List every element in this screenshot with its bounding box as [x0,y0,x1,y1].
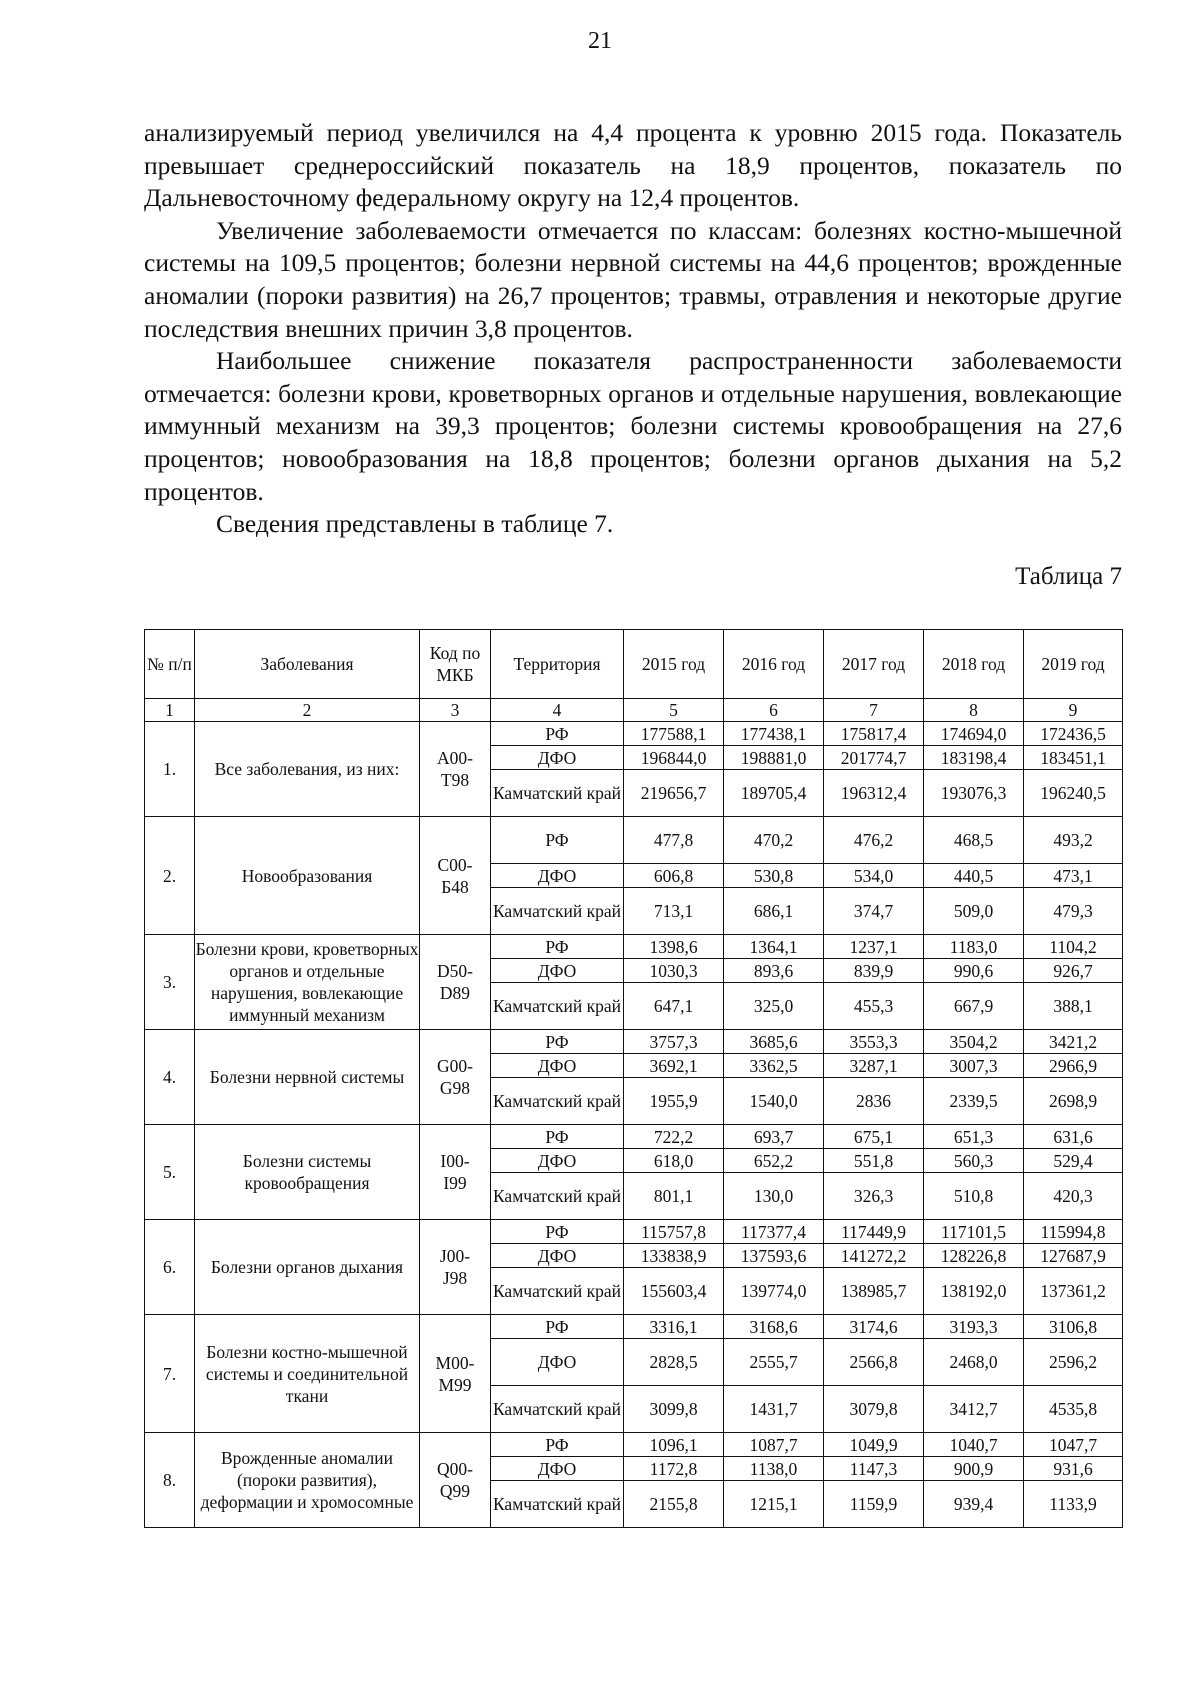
paragraph: Наибольшее снижение показателя распространенности заболеваемости отмечается: болезни крови, кроветворных органов и отдельные нарушения, вовлекающие иммунный механизм на 39,3 процентов; болезни системы кровообращения на 27,6 процентов; новообразования на 18,8 процентов; болезни органов дыхания на 5,2 процентов. [144,346,1122,506]
value-cell: 455,3 [824,983,924,1030]
value-cell: 325,0 [724,983,824,1030]
value-cell: 473,1 [1024,864,1123,888]
value-cell: 3099,8 [624,1386,724,1433]
value-cell: 534,0 [824,864,924,888]
table-caption: Таблица 7 [1015,563,1122,590]
value-cell: 652,2 [724,1149,824,1173]
value-cell: 3193,3 [924,1315,1024,1339]
territory: РФ [491,1030,624,1054]
value-cell: 3007,3 [924,1054,1024,1078]
value-cell: 1147,3 [824,1457,924,1481]
value-cell: 3362,5 [724,1054,824,1078]
paragraph: Сведения представлены в таблице 7. [216,509,614,539]
header-code: Код по МКБ [420,630,491,699]
value-cell: 3106,8 [1024,1315,1123,1339]
row-number: 3. [145,935,195,1030]
value-cell: 440,5 [924,864,1024,888]
value-cell: 509,0 [924,888,1024,935]
page-number: 21 [588,28,612,54]
value-cell: 196240,5 [1024,770,1123,817]
value-cell: 175817,4 [824,722,924,746]
territory: РФ [491,817,624,864]
value-cell: 1237,1 [824,935,924,959]
value-cell: 3421,2 [1024,1030,1123,1054]
territory: ДФО [491,1339,624,1386]
value-cell: 133838,9 [624,1244,724,1268]
value-cell: 3685,6 [724,1030,824,1054]
column-number: 7 [824,699,924,722]
value-cell: 183451,1 [1024,746,1123,770]
column-number: 4 [491,699,624,722]
territory: ДФО [491,746,624,770]
value-cell: 3504,2 [924,1030,1024,1054]
data-table [144,629,1123,1528]
value-cell: 2698,9 [1024,1078,1123,1125]
value-cell: 931,6 [1024,1457,1123,1481]
value-cell: 1540,0 [724,1078,824,1125]
value-cell: 560,3 [924,1149,1024,1173]
territory: РФ [491,1125,624,1149]
value-cell: 2566,8 [824,1339,924,1386]
value-cell: 1398,6 [624,935,724,959]
territory: Камчатский край [491,1078,624,1125]
header-year: 2017 год [824,630,924,699]
value-cell: 990,6 [924,959,1024,983]
table-row [145,1220,1123,1244]
value-cell: 1030,3 [624,959,724,983]
value-cell: 2596,2 [1024,1339,1123,1386]
column-number: 2 [195,699,420,722]
territory: Камчатский край [491,1386,624,1433]
territory: Камчатский край [491,1173,624,1220]
icd-code: I00- I99 [420,1125,491,1220]
value-cell: 1047,7 [1024,1433,1123,1457]
value-cell: 3174,6 [824,1315,924,1339]
value-cell: 201774,7 [824,746,924,770]
body-text [144,117,1122,541]
value-cell: 3692,1 [624,1054,724,1078]
territory: Камчатский край [491,888,624,935]
disease-name: Новообразования [195,817,420,935]
value-cell: 1049,9 [824,1433,924,1457]
value-cell: 2828,5 [624,1339,724,1386]
table-row [145,1433,1123,1457]
value-cell: 117377,4 [724,1220,824,1244]
value-cell: 130,0 [724,1173,824,1220]
value-cell: 2966,9 [1024,1054,1123,1078]
table-row [145,935,1123,959]
value-cell: 177588,1 [624,722,724,746]
value-cell: 196844,0 [624,746,724,770]
territory: РФ [491,935,624,959]
row-number: 5. [145,1125,195,1220]
value-cell: 117101,5 [924,1220,1024,1244]
header-year: 2018 год [924,630,1024,699]
header-year: 2019 год [1024,630,1123,699]
icd-code: D50- D89 [420,935,491,1030]
column-number: 8 [924,699,1024,722]
column-number: 1 [145,699,195,722]
value-cell: 1159,9 [824,1481,924,1528]
value-cell: 839,9 [824,959,924,983]
value-cell: 713,1 [624,888,724,935]
row-number: 7. [145,1315,195,1433]
row-number: 4. [145,1030,195,1125]
value-cell: 1104,2 [1024,935,1123,959]
value-cell: 219656,7 [624,770,724,817]
icd-code: A00- T98 [420,722,491,817]
territory: ДФО [491,1244,624,1268]
value-cell: 618,0 [624,1149,724,1173]
disease-name: Болезни системы кровообращения [195,1125,420,1220]
value-cell: 117449,9 [824,1220,924,1244]
column-number: 9 [1024,699,1123,722]
value-cell: 479,3 [1024,888,1123,935]
table-row [145,1315,1123,1339]
column-number: 6 [724,699,824,722]
value-cell: 1431,7 [724,1386,824,1433]
value-cell: 470,2 [724,817,824,864]
row-number: 8. [145,1433,195,1528]
territory: ДФО [491,1054,624,1078]
value-cell: 2555,7 [724,1339,824,1386]
icd-code: M00- M99 [420,1315,491,1433]
table-header-row [145,630,1123,699]
value-cell: 115994,8 [1024,1220,1123,1244]
paragraph: анализируемый период увеличился на 4,4 процента к уровню 2015 года. Показатель превышает среднероссийский показатель на 18,9 процентов, показатель по Дальневосточному федеральному округу на 12,4 процентов. [144,118,1122,213]
value-cell: 510,8 [924,1173,1024,1220]
value-cell: 647,1 [624,983,724,1030]
value-cell: 4535,8 [1024,1386,1123,1433]
header-disease: Заболевания [195,630,420,699]
disease-name: Болезни нервной системы [195,1030,420,1125]
column-number: 5 [624,699,724,722]
value-cell: 141272,2 [824,1244,924,1268]
value-cell: 529,4 [1024,1149,1123,1173]
header-year: 2016 год [724,630,824,699]
value-cell: 155603,4 [624,1268,724,1315]
row-number: 6. [145,1220,195,1315]
disease-name: Все заболевания, из них: [195,722,420,817]
value-cell: 631,6 [1024,1125,1123,1149]
value-cell: 722,2 [624,1125,724,1149]
territory: РФ [491,1315,624,1339]
value-cell: 493,2 [1024,817,1123,864]
value-cell: 2155,8 [624,1481,724,1528]
value-cell: 675,1 [824,1125,924,1149]
value-cell: 139774,0 [724,1268,824,1315]
value-cell: 3553,3 [824,1030,924,1054]
value-cell: 115757,8 [624,1220,724,1244]
value-cell: 3316,1 [624,1315,724,1339]
value-cell: 893,6 [724,959,824,983]
icd-code: G00- G98 [420,1030,491,1125]
value-cell: 939,4 [924,1481,1024,1528]
value-cell: 3168,6 [724,1315,824,1339]
disease-name: Болезни костно-мышечной системы и соединительной ткани [195,1315,420,1433]
disease-name: Болезни крови, кроветворных органов и отдельные нарушения, вовлекающие иммунный механизм [195,935,420,1030]
territory: РФ [491,1433,624,1457]
value-cell: 693,7 [724,1125,824,1149]
territory: ДФО [491,959,624,983]
value-cell: 374,7 [824,888,924,935]
value-cell: 138192,0 [924,1268,1024,1315]
header-territory: Территория [491,630,624,699]
value-cell: 1183,0 [924,935,1024,959]
value-cell: 1172,8 [624,1457,724,1481]
value-cell: 3757,3 [624,1030,724,1054]
table-row [145,817,1123,864]
row-number: 2. [145,817,195,935]
table-row [145,722,1123,746]
value-cell: 551,8 [824,1149,924,1173]
table-row [145,1125,1123,1149]
territory: ДФО [491,864,624,888]
value-cell: 2468,0 [924,1339,1024,1386]
value-cell: 1040,7 [924,1433,1024,1457]
value-cell: 137593,6 [724,1244,824,1268]
disease-name: Врожденные аномалии (пороки развития), деформации и хромосомные [195,1433,420,1528]
value-cell: 686,1 [724,888,824,935]
value-cell: 1096,1 [624,1433,724,1457]
header-num: № п/п [145,630,195,699]
value-cell: 2836 [824,1078,924,1125]
value-cell: 1133,9 [1024,1481,1123,1528]
value-cell: 183198,4 [924,746,1024,770]
value-cell: 189705,4 [724,770,824,817]
table-row [145,1030,1123,1054]
territory: Камчатский край [491,770,624,817]
icd-code: J00- J98 [420,1220,491,1315]
value-cell: 3079,8 [824,1386,924,1433]
value-cell: 128226,8 [924,1244,1024,1268]
value-cell: 138985,7 [824,1268,924,1315]
icd-code: C00- Б48 [420,817,491,935]
value-cell: 2339,5 [924,1078,1024,1125]
value-cell: 326,3 [824,1173,924,1220]
value-cell: 3287,1 [824,1054,924,1078]
icd-code: Q00- Q99 [420,1433,491,1528]
value-cell: 468,5 [924,817,1024,864]
value-cell: 388,1 [1024,983,1123,1030]
table-body [145,722,1123,1528]
value-cell: 900,9 [924,1457,1024,1481]
value-cell: 420,3 [1024,1173,1123,1220]
territory: Камчатский край [491,983,624,1030]
value-cell: 172436,5 [1024,722,1123,746]
territory: РФ [491,1220,624,1244]
value-cell: 801,1 [624,1173,724,1220]
value-cell: 1955,9 [624,1078,724,1125]
value-cell: 530,8 [724,864,824,888]
column-number-row [145,699,1123,722]
header-year: 2015 год [624,630,724,699]
value-cell: 1087,7 [724,1433,824,1457]
value-cell: 1138,0 [724,1457,824,1481]
disease-name: Болезни органов дыхания [195,1220,420,1315]
value-cell: 476,2 [824,817,924,864]
value-cell: 477,8 [624,817,724,864]
column-number: 3 [420,699,491,722]
value-cell: 926,7 [1024,959,1123,983]
value-cell: 1215,1 [724,1481,824,1528]
territory: ДФО [491,1149,624,1173]
value-cell: 3412,7 [924,1386,1024,1433]
value-cell: 651,3 [924,1125,1024,1149]
territory: ДФО [491,1457,624,1481]
value-cell: 193076,3 [924,770,1024,817]
value-cell: 198881,0 [724,746,824,770]
territory: РФ [491,722,624,746]
paragraph: Увеличение заболеваемости отмечается по классам: болезнях костно-мышечной системы на 109,5 процентов; болезни нервной системы на 44,6 процентов; врожденные аномалии (пороки развития) на 26,7 процентов; травмы, отравления и некоторые другие последствия внешних причин 3,8 процентов. [144,215,1122,343]
value-cell: 137361,2 [1024,1268,1123,1315]
value-cell: 196312,4 [824,770,924,817]
value-cell: 174694,0 [924,722,1024,746]
value-cell: 1364,1 [724,935,824,959]
value-cell: 667,9 [924,983,1024,1030]
value-cell: 127687,9 [1024,1244,1123,1268]
territory: Камчатский край [491,1481,624,1528]
territory: Камчатский край [491,1268,624,1315]
row-number: 1. [145,722,195,817]
value-cell: 177438,1 [724,722,824,746]
value-cell: 606,8 [624,864,724,888]
